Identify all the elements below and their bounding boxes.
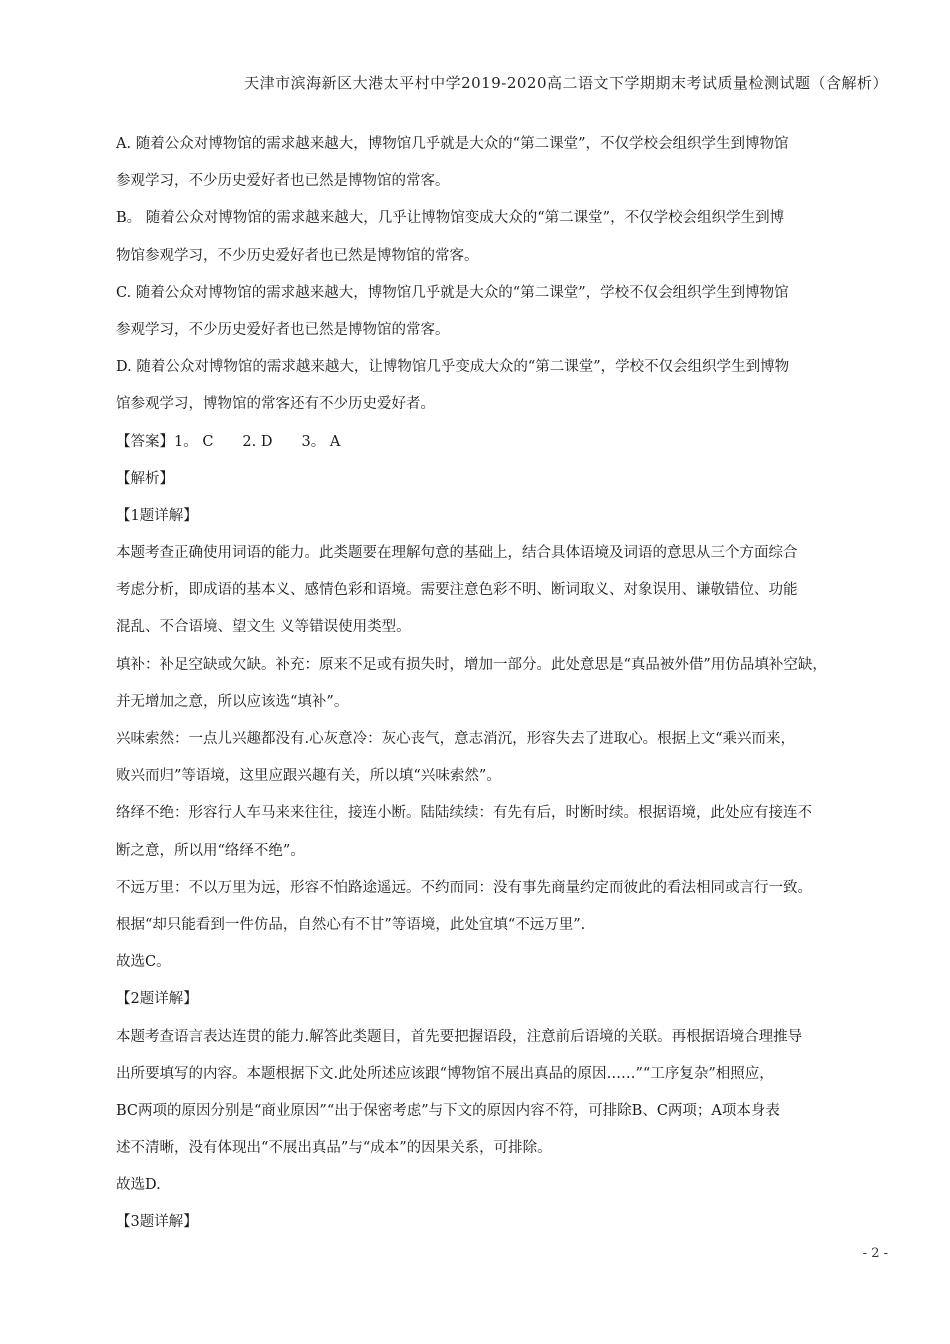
- text-line: 混乱、不合语境、望文生 义等错误使用类型。: [116, 619, 411, 636]
- text-line: 败兴而归”等语境，这里应跟兴趣有关，所以填“兴味索然”。: [116, 768, 501, 785]
- page-number: - 2 -: [862, 1246, 888, 1261]
- document-body: [116, 126, 896, 1242]
- section-heading: 【1题详解】: [116, 507, 198, 524]
- text-line: 根据“却只能看到一件仿品，自然心有不甘”等语境，此处宜填“不远万里”.: [116, 916, 586, 933]
- page-header: 天津市滨海新区大港太平村中学2019-2020高二语文下学期期末考试质量检测试题（含解析）: [244, 74, 888, 92]
- text-line: 考虑分析，即成语的基本义、感情色彩和语境。需要注意色彩不明、断词取义、对象误用、谦敬错位、功能: [116, 582, 798, 599]
- text-line: 参观学习，不少历史爱好者也已然是博物馆的常客。: [116, 173, 450, 190]
- text-line: 馆参观学习，博物馆的常客还有不少历史爱好者。: [116, 396, 435, 413]
- text-line: A. 随着公众对博物馆的需求越来越大，博物馆几乎就是大众的“第二课堂”，不仅学校会组织学生到博物馆: [116, 136, 789, 152]
- text-line: 不远万里：不以万里为远，形容不怕路途遥远。不约而同：没有事先商量约定而彼此的看法相同或言行一致。: [116, 879, 812, 896]
- text-line: 出所要填写的内容。本题根据下文.此处所述应该跟“博物馆不展出真品的原因……”“工序复杂”相照应，: [116, 1065, 774, 1082]
- text-line: 物馆参观学习，不少历史爱好者也已然是博物馆的常客。: [116, 247, 479, 264]
- text-line: 本题考查正确使用词语的能力。此类题要在理解句意的基础上，结合具体语境及词语的意思从三个方面综合: [116, 545, 798, 562]
- text-line: 断之意，所以用“络绎不绝”。: [116, 842, 305, 859]
- text-line: 本题考查语言表达连贯的能力.解答此类题目，首先要把握语段，注意前后语境的关联。再根据语境合理推导: [116, 1028, 803, 1045]
- text-line: 参观学习，不少历史爱好者也已然是博物馆的常客。: [116, 321, 450, 338]
- text-line: C. 随着公众对博物馆的需求越来越大，博物馆几乎就是大众的“第二课堂”，学校不仅会组织学生到博物馆: [116, 284, 789, 301]
- answer-line: 【答案】1。 C 2. D 3。 A: [116, 433, 341, 450]
- text-line: B。 随着公众对博物馆的需求越来越大，几乎让博物馆变成大众的“第二课堂”，不仅学校会组织学生到博: [116, 210, 785, 227]
- section-heading: 【2题详解】: [116, 991, 198, 1008]
- section-heading: 【3题详解】: [116, 1214, 198, 1231]
- text-line: 络绎不绝：形容行人车马来来往往，接连小断。陆陆续续：有先有后，时断时续。根据语境，此处应有接连不: [116, 805, 812, 822]
- text-line: 故选D.: [116, 1177, 161, 1194]
- section-heading: 【解析】: [116, 470, 174, 487]
- text-line: 故选C。: [116, 954, 171, 971]
- text-line: 述不清晰，没有体现出“不展出真品”与“成本”的因果关系，可排除。: [116, 1140, 552, 1157]
- text-line: D. 随着公众对博物馆的需求越来越大，让博物馆几乎变成大众的“第二课堂”，学校不仅会组织学生到博物: [116, 359, 790, 376]
- text-line: BC两项的原因分别是“商业原因”“出于保密考虑”与下文的原因内容不符，可排除B、C两项；A项本身表: [116, 1102, 780, 1119]
- text-line: 并无增加之意，所以应该选“填补”。: [116, 693, 349, 710]
- text-line: 填补：补足空缺或欠缺。补充：原来不足或有损失时，增加一部分。此处意思是“真品被外借”用仿品填补空缺，: [116, 656, 827, 673]
- text-line: 兴味索然：一点儿兴趣都没有.心灰意冷：灰心丧气，意志消沉，形容失去了进取心。根据上文“乘兴而来，: [116, 731, 796, 747]
